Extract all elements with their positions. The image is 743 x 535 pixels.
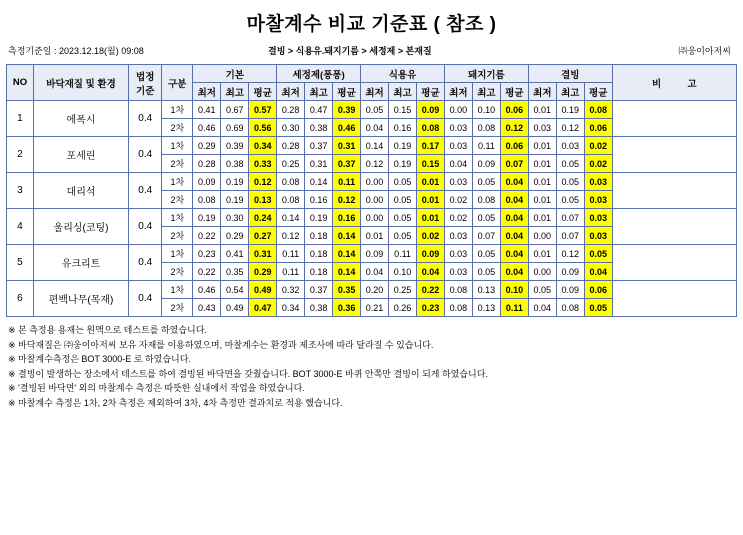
cell-value: 0.10 bbox=[472, 101, 500, 119]
cell-value: 0.19 bbox=[305, 209, 333, 227]
header-group-detergent: 세정제(퐁퐁) bbox=[277, 65, 361, 83]
cell-value: 0.12 bbox=[556, 245, 584, 263]
cell-run-label: 1차 bbox=[162, 209, 193, 227]
page-title: 마찰계수 비교 기준표 ( 참조 ) bbox=[246, 14, 497, 35]
cell-value: 0.05 bbox=[556, 191, 584, 209]
cell-value: 0.47 bbox=[305, 101, 333, 119]
cell-run-label: 1차 bbox=[162, 137, 193, 155]
table-row bbox=[7, 281, 737, 299]
cell-value: 0.14 bbox=[277, 209, 305, 227]
cell-value: 0.29 bbox=[193, 137, 221, 155]
header-sub-2-0: 최저 bbox=[361, 83, 389, 101]
cell-value: 0.19 bbox=[389, 155, 417, 173]
cell-average: 0.46 bbox=[333, 119, 361, 137]
cell-average: 0.56 bbox=[249, 119, 277, 137]
cell-average: 0.04 bbox=[584, 263, 612, 281]
cell-legal-std: 0.4 bbox=[129, 245, 162, 281]
table-row bbox=[7, 209, 737, 227]
header-group-pork-fat: 돼지기름 bbox=[444, 65, 528, 83]
cell-average: 0.04 bbox=[500, 191, 528, 209]
cell-value: 0.28 bbox=[277, 101, 305, 119]
note-line: ※ 마찰계수측정은 BOT 3000-E 로 하였습니다. bbox=[8, 354, 191, 364]
cell-average: 0.14 bbox=[333, 245, 361, 263]
cell-value: 0.08 bbox=[556, 299, 584, 317]
header-sub-3-2: 평균 bbox=[500, 83, 528, 101]
cell-average: 0.03 bbox=[584, 173, 612, 191]
cell-value: 0.01 bbox=[528, 137, 556, 155]
cell-value: 0.03 bbox=[444, 137, 472, 155]
cell-value: 0.35 bbox=[221, 263, 249, 281]
cell-material: 편백나무(목재) bbox=[33, 281, 128, 317]
cell-value: 0.05 bbox=[389, 227, 417, 245]
cell-value: 0.38 bbox=[221, 155, 249, 173]
cell-legal-std: 0.4 bbox=[129, 101, 162, 137]
cell-value: 0.25 bbox=[277, 155, 305, 173]
cell-value: 0.05 bbox=[472, 263, 500, 281]
cell-average: 0.12 bbox=[333, 191, 361, 209]
cell-value: 0.05 bbox=[389, 173, 417, 191]
measure-date: 측정기준일 : 2023.12.18(월) 09:08 bbox=[8, 46, 144, 56]
cell-average: 0.47 bbox=[249, 299, 277, 317]
cell-average: 0.06 bbox=[500, 137, 528, 155]
cell-value: 0.19 bbox=[389, 137, 417, 155]
cell-value: 0.23 bbox=[193, 245, 221, 263]
header-sub-3-1: 최고 bbox=[472, 83, 500, 101]
header-sub-4-1: 최고 bbox=[556, 83, 584, 101]
cell-value: 0.08 bbox=[444, 299, 472, 317]
cell-run-label: 1차 bbox=[162, 173, 193, 191]
cell-value: 0.01 bbox=[361, 227, 389, 245]
cell-value: 0.12 bbox=[556, 119, 584, 137]
cell-no: 3 bbox=[7, 173, 34, 209]
cell-no: 4 bbox=[7, 209, 34, 245]
cell-value: 0.39 bbox=[221, 137, 249, 155]
cell-average: 0.05 bbox=[584, 245, 612, 263]
cell-value: 0.00 bbox=[361, 191, 389, 209]
cell-no: 1 bbox=[7, 101, 34, 137]
table-row bbox=[7, 137, 737, 155]
cell-value: 0.00 bbox=[528, 227, 556, 245]
cell-value: 0.16 bbox=[389, 119, 417, 137]
cell-value: 0.25 bbox=[389, 281, 417, 299]
cell-value: 0.00 bbox=[361, 173, 389, 191]
cell-average: 0.04 bbox=[500, 173, 528, 191]
cell-value: 0.15 bbox=[389, 101, 417, 119]
cell-value: 0.38 bbox=[305, 299, 333, 317]
cell-value: 0.38 bbox=[305, 119, 333, 137]
cell-average: 0.03 bbox=[584, 209, 612, 227]
cell-average: 0.11 bbox=[500, 299, 528, 317]
header-sub-2-1: 최고 bbox=[389, 83, 417, 101]
cell-value: 0.03 bbox=[444, 245, 472, 263]
cell-average: 0.12 bbox=[500, 119, 528, 137]
cell-value: 0.11 bbox=[277, 263, 305, 281]
cell-material: 유크리트 bbox=[33, 245, 128, 281]
cell-value: 0.03 bbox=[444, 227, 472, 245]
cell-value: 0.11 bbox=[472, 137, 500, 155]
cell-value: 0.43 bbox=[193, 299, 221, 317]
cell-value: 0.03 bbox=[528, 119, 556, 137]
cell-remark bbox=[612, 281, 736, 317]
cell-value: 0.13 bbox=[472, 281, 500, 299]
cell-average: 0.39 bbox=[333, 101, 361, 119]
cell-remark bbox=[612, 209, 736, 245]
cell-average: 0.37 bbox=[333, 155, 361, 173]
header-division: 구분 bbox=[162, 65, 193, 101]
table-row bbox=[7, 101, 737, 119]
condition-path: 결빙 > 식용유.돼지기름 > 세정제 > 본재질 bbox=[268, 46, 432, 56]
header-remark bbox=[612, 65, 736, 101]
cell-value: 0.01 bbox=[528, 245, 556, 263]
cell-value: 0.05 bbox=[472, 173, 500, 191]
cell-value: 0.01 bbox=[528, 173, 556, 191]
cell-value: 0.30 bbox=[277, 119, 305, 137]
cell-value: 0.29 bbox=[221, 227, 249, 245]
header-sub-0-1: 최고 bbox=[221, 83, 249, 101]
table-header-row-1 bbox=[7, 65, 737, 83]
cell-value: 0.05 bbox=[389, 191, 417, 209]
cell-value: 0.11 bbox=[389, 245, 417, 263]
cell-average: 0.03 bbox=[584, 191, 612, 209]
cell-run-label: 2차 bbox=[162, 155, 193, 173]
cell-value: 0.18 bbox=[305, 227, 333, 245]
cell-material: 에폭시 bbox=[33, 101, 128, 137]
cell-value: 0.46 bbox=[193, 119, 221, 137]
cell-run-label: 2차 bbox=[162, 299, 193, 317]
cell-value: 0.05 bbox=[556, 173, 584, 191]
cell-average: 0.14 bbox=[333, 227, 361, 245]
cell-average: 0.04 bbox=[500, 263, 528, 281]
cell-value: 0.37 bbox=[305, 137, 333, 155]
cell-value: 0.08 bbox=[193, 191, 221, 209]
cell-value: 0.19 bbox=[193, 209, 221, 227]
note-line: ※ 마찰계수 측정은 1차, 2차 측정은 제외하여 3차, 4차 측정만 결과치로 적용 했습니다. bbox=[8, 397, 343, 408]
cell-average: 0.07 bbox=[500, 155, 528, 173]
cell-average: 0.34 bbox=[249, 137, 277, 155]
cell-no: 6 bbox=[7, 281, 34, 317]
cell-value: 0.19 bbox=[221, 191, 249, 209]
cell-average: 0.57 bbox=[249, 101, 277, 119]
cell-average: 0.29 bbox=[249, 263, 277, 281]
cell-average: 0.06 bbox=[584, 281, 612, 299]
cell-material: 포세린 bbox=[33, 137, 128, 173]
cell-average: 0.05 bbox=[584, 299, 612, 317]
note-line: ※ 바닥재질은 ㈜웅이아저씨 보유 자재를 이용하였으며, 마찰계수는 환경과 제조사에 따라 달라질 수 있습니다. bbox=[8, 339, 434, 350]
cell-average: 0.02 bbox=[416, 227, 444, 245]
friction-table bbox=[6, 64, 737, 317]
cell-value: 0.05 bbox=[528, 281, 556, 299]
cell-average: 0.09 bbox=[416, 101, 444, 119]
cell-value: 0.07 bbox=[472, 227, 500, 245]
cell-remark bbox=[612, 173, 736, 209]
cell-average: 0.08 bbox=[416, 119, 444, 137]
cell-average: 0.24 bbox=[249, 209, 277, 227]
header-legal-std: 법정 기준 bbox=[129, 65, 162, 101]
cell-run-label: 1차 bbox=[162, 281, 193, 299]
cell-average: 0.31 bbox=[249, 245, 277, 263]
header-sub-1-2: 평균 bbox=[333, 83, 361, 101]
cell-value: 0.20 bbox=[361, 281, 389, 299]
cell-average: 0.11 bbox=[333, 173, 361, 191]
cell-value: 0.09 bbox=[556, 263, 584, 281]
cell-value: 0.02 bbox=[444, 209, 472, 227]
cell-value: 0.04 bbox=[528, 299, 556, 317]
cell-value: 0.28 bbox=[193, 155, 221, 173]
cell-value: 0.05 bbox=[389, 209, 417, 227]
cell-value: 0.12 bbox=[277, 227, 305, 245]
header-remark-right: 고 bbox=[687, 78, 697, 90]
cell-value: 0.04 bbox=[361, 263, 389, 281]
cell-value: 0.32 bbox=[277, 281, 305, 299]
table-row bbox=[7, 245, 737, 263]
cell-average: 0.17 bbox=[416, 137, 444, 155]
cell-remark bbox=[612, 137, 736, 173]
cell-value: 0.41 bbox=[221, 245, 249, 263]
cell-value: 0.09 bbox=[193, 173, 221, 191]
cell-average: 0.27 bbox=[249, 227, 277, 245]
cell-legal-std: 0.4 bbox=[129, 281, 162, 317]
cell-value: 0.01 bbox=[528, 101, 556, 119]
cell-value: 0.01 bbox=[528, 191, 556, 209]
cell-value: 0.08 bbox=[472, 119, 500, 137]
cell-average: 0.16 bbox=[333, 209, 361, 227]
cell-value: 0.54 bbox=[221, 281, 249, 299]
note-line: ※ 결빙이 발생하는 장소에서 테스트를 하여 결빙된 바닥면을 갖췄습니다. BOT 3000-E 바퀴 안쪽만 결빙이 되게 하였습니다. bbox=[8, 368, 488, 379]
cell-average: 0.01 bbox=[416, 209, 444, 227]
note-line: ※ 본 측정용 용재는 원액으로 테스트를 하였습니다. bbox=[8, 325, 207, 335]
header-sub-0-2: 평균 bbox=[249, 83, 277, 101]
cell-value: 0.26 bbox=[389, 299, 417, 317]
cell-run-label: 2차 bbox=[162, 119, 193, 137]
cell-run-label: 1차 bbox=[162, 245, 193, 263]
cell-value: 0.03 bbox=[444, 263, 472, 281]
header-sub-3-0: 최저 bbox=[444, 83, 472, 101]
cell-value: 0.22 bbox=[193, 263, 221, 281]
cell-average: 0.23 bbox=[416, 299, 444, 317]
cell-value: 0.03 bbox=[444, 119, 472, 137]
cell-average: 0.01 bbox=[416, 173, 444, 191]
cell-value: 0.00 bbox=[528, 263, 556, 281]
cell-value: 0.03 bbox=[444, 173, 472, 191]
cell-value: 0.09 bbox=[556, 281, 584, 299]
cell-remark bbox=[612, 245, 736, 281]
header-sub-0-0: 최저 bbox=[193, 83, 221, 101]
company-name: ㈜웅이아저씨 bbox=[678, 46, 731, 56]
cell-value: 0.12 bbox=[361, 155, 389, 173]
cell-average: 0.09 bbox=[416, 245, 444, 263]
cell-value: 0.01 bbox=[528, 155, 556, 173]
cell-average: 0.01 bbox=[416, 191, 444, 209]
cell-average: 0.33 bbox=[249, 155, 277, 173]
note-line: ※ '결빙된 바닥면' 외의 마찰계수 측정은 따뜻한 실내에서 작업을 하였습니다. bbox=[8, 383, 305, 393]
cell-value: 0.22 bbox=[193, 227, 221, 245]
cell-value: 0.31 bbox=[305, 155, 333, 173]
cell-legal-std: 0.4 bbox=[129, 137, 162, 173]
cell-average: 0.03 bbox=[584, 227, 612, 245]
cell-value: 0.05 bbox=[556, 155, 584, 173]
header-sub-2-2: 평균 bbox=[416, 83, 444, 101]
cell-value: 0.13 bbox=[472, 299, 500, 317]
cell-average: 0.14 bbox=[333, 263, 361, 281]
cell-average: 0.06 bbox=[500, 101, 528, 119]
cell-run-label: 2차 bbox=[162, 263, 193, 281]
cell-value: 0.41 bbox=[193, 101, 221, 119]
cell-average: 0.49 bbox=[249, 281, 277, 299]
cell-value: 0.04 bbox=[361, 119, 389, 137]
cell-value: 0.02 bbox=[444, 191, 472, 209]
notes-block bbox=[8, 323, 735, 410]
cell-value: 0.30 bbox=[221, 209, 249, 227]
cell-value: 0.67 bbox=[221, 101, 249, 119]
cell-value: 0.04 bbox=[444, 155, 472, 173]
header-remark-left: 비 bbox=[651, 78, 662, 90]
cell-average: 0.08 bbox=[584, 101, 612, 119]
header-no: NO bbox=[7, 65, 34, 101]
cell-value: 0.34 bbox=[277, 299, 305, 317]
cell-average: 0.04 bbox=[500, 209, 528, 227]
cell-average: 0.22 bbox=[416, 281, 444, 299]
cell-average: 0.36 bbox=[333, 299, 361, 317]
cell-value: 0.10 bbox=[389, 263, 417, 281]
cell-value: 0.49 bbox=[221, 299, 249, 317]
header-group-ice: 결빙 bbox=[528, 65, 612, 83]
table-body bbox=[7, 101, 737, 317]
cell-value: 0.19 bbox=[221, 173, 249, 191]
cell-value: 0.08 bbox=[277, 191, 305, 209]
cell-average: 0.04 bbox=[500, 245, 528, 263]
cell-value: 0.03 bbox=[556, 137, 584, 155]
cell-average: 0.35 bbox=[333, 281, 361, 299]
cell-no: 2 bbox=[7, 137, 34, 173]
cell-average: 0.31 bbox=[333, 137, 361, 155]
header-group-basic: 기본 bbox=[193, 65, 277, 83]
cell-value: 0.28 bbox=[277, 137, 305, 155]
cell-average: 0.04 bbox=[416, 263, 444, 281]
meta-bar bbox=[6, 42, 737, 60]
cell-value: 0.05 bbox=[472, 209, 500, 227]
cell-value: 0.08 bbox=[277, 173, 305, 191]
cell-value: 0.37 bbox=[305, 281, 333, 299]
cell-material: 대리석 bbox=[33, 173, 128, 209]
cell-run-label: 2차 bbox=[162, 191, 193, 209]
cell-value: 0.11 bbox=[277, 245, 305, 263]
cell-value: 0.00 bbox=[444, 101, 472, 119]
cell-value: 0.05 bbox=[472, 245, 500, 263]
cell-average: 0.10 bbox=[500, 281, 528, 299]
cell-legal-std: 0.4 bbox=[129, 173, 162, 209]
cell-value: 0.46 bbox=[193, 281, 221, 299]
cell-remark bbox=[612, 101, 736, 137]
header-sub-4-0: 최저 bbox=[528, 83, 556, 101]
cell-value: 0.14 bbox=[361, 137, 389, 155]
cell-value: 0.18 bbox=[305, 263, 333, 281]
cell-value: 0.18 bbox=[305, 245, 333, 263]
cell-average: 0.15 bbox=[416, 155, 444, 173]
cell-value: 0.14 bbox=[305, 173, 333, 191]
table-row bbox=[7, 173, 737, 191]
cell-average: 0.06 bbox=[584, 119, 612, 137]
cell-value: 0.69 bbox=[221, 119, 249, 137]
cell-no: 5 bbox=[7, 245, 34, 281]
cell-value: 0.09 bbox=[472, 155, 500, 173]
cell-average: 0.04 bbox=[500, 227, 528, 245]
cell-value: 0.16 bbox=[305, 191, 333, 209]
cell-average: 0.13 bbox=[249, 191, 277, 209]
cell-value: 0.01 bbox=[528, 209, 556, 227]
cell-run-label: 1차 bbox=[162, 101, 193, 119]
cell-average: 0.02 bbox=[584, 155, 612, 173]
cell-material: 울리싱(코팅) bbox=[33, 209, 128, 245]
cell-value: 0.05 bbox=[361, 101, 389, 119]
cell-value: 0.07 bbox=[556, 227, 584, 245]
cell-legal-std: 0.4 bbox=[129, 209, 162, 245]
cell-value: 0.21 bbox=[361, 299, 389, 317]
header-material: 바닥재질 및 환경 bbox=[33, 65, 128, 101]
header-group-cooking-oil: 식용유 bbox=[361, 65, 445, 83]
cell-value: 0.08 bbox=[444, 281, 472, 299]
header-sub-1-1: 최고 bbox=[305, 83, 333, 101]
cell-value: 0.08 bbox=[472, 191, 500, 209]
cell-value: 0.00 bbox=[361, 209, 389, 227]
cell-average: 0.02 bbox=[584, 137, 612, 155]
header-sub-4-2: 평균 bbox=[584, 83, 612, 101]
cell-average: 0.12 bbox=[249, 173, 277, 191]
cell-value: 0.07 bbox=[556, 209, 584, 227]
cell-value: 0.19 bbox=[556, 101, 584, 119]
header-sub-1-0: 최저 bbox=[277, 83, 305, 101]
cell-value: 0.09 bbox=[361, 245, 389, 263]
cell-run-label: 2차 bbox=[162, 227, 193, 245]
